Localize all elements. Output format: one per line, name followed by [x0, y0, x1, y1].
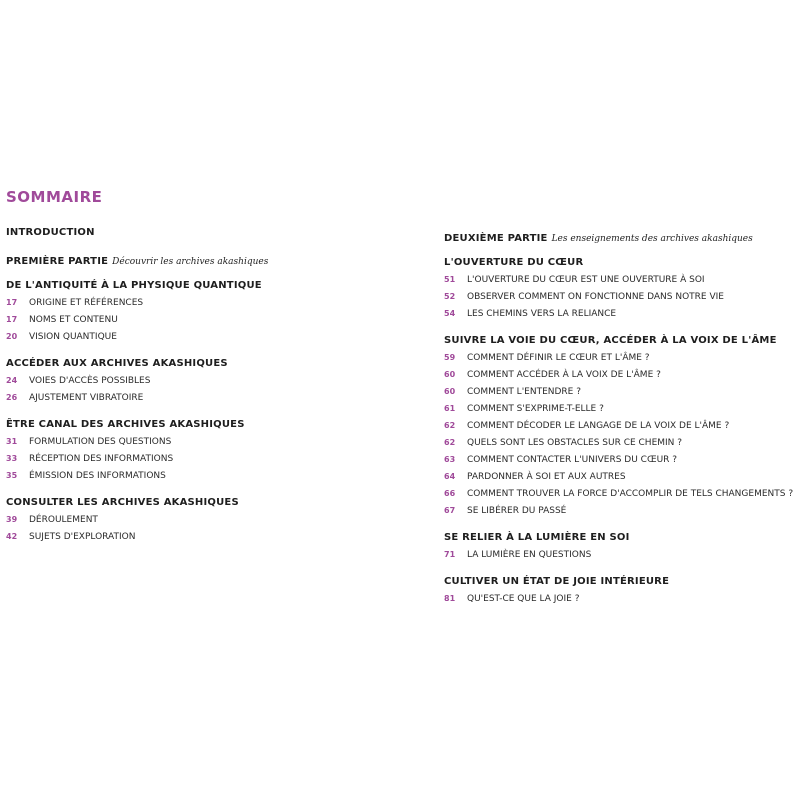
page-number: 62: [444, 438, 456, 447]
page-number: 20: [6, 332, 18, 341]
entry-title: QU'EST-CE QUE LA JOIE ?: [467, 594, 580, 604]
entry-title: VISION QUANTIQUE: [29, 332, 117, 342]
section-heading: DE L'ANTIQUITÉ À LA PHYSIQUE QUANTIQUE: [6, 280, 262, 291]
toc-entry[interactable]: [444, 548, 800, 565]
toc-entry[interactable]: [6, 313, 396, 330]
toc-entry[interactable]: [444, 368, 800, 385]
page-number: 35: [6, 471, 18, 480]
page-number: 42: [6, 532, 18, 541]
entry-title: AJUSTEMENT VIBRATOIRE: [29, 393, 144, 403]
entry-title: COMMENT TROUVER LA FORCE D'ACCOMPLIR DE TELS CHANGEMENTS ?: [467, 489, 794, 499]
part-one-label: PREMIÈRE PARTIE: [6, 256, 109, 267]
page-number: 33: [6, 454, 18, 463]
introduction-heading: INTRODUCTION: [6, 227, 95, 238]
toc-entry[interactable]: [6, 296, 396, 313]
page-number: 39: [6, 515, 18, 524]
section-heading: CULTIVER UN ÉTAT DE JOIE INTÉRIEURE: [444, 576, 670, 587]
toc-entry[interactable]: [6, 530, 396, 547]
page-number: 31: [6, 437, 18, 446]
toc-entry[interactable]: [444, 436, 800, 453]
entry-title: SUJETS D'EXPLORATION: [29, 532, 136, 542]
entry-title: COMMENT CONTACTER L'UNIVERS DU CŒUR ?: [467, 455, 678, 465]
toc-entry[interactable]: [444, 307, 800, 324]
page-number: 62: [444, 421, 456, 430]
entry-title: COMMENT DÉFINIR LE CŒUR ET L'ÂME ?: [467, 353, 650, 363]
entry-title: COMMENT DÉCODER LE LANGAGE DE LA VOIX DE L'ÂME ?: [467, 421, 730, 431]
toc-entry[interactable]: [444, 453, 800, 470]
part-one-subtitle: Découvrir les archives akashiques: [112, 257, 269, 267]
part-two-label: DEUXIÈME PARTIE: [444, 233, 548, 244]
page-title: SOMMAIRE: [6, 188, 103, 206]
toc-entry[interactable]: [6, 391, 396, 408]
toc-entry[interactable]: [444, 385, 800, 402]
toc-entry[interactable]: [444, 419, 800, 436]
entry-title: SE LIBÉRER DU PASSÉ: [467, 506, 567, 516]
entry-title: OBSERVER COMMENT ON FONCTIONNE DANS NOTRE VIE: [467, 292, 724, 302]
entry-title: QUELS SONT LES OBSTACLES SUR CE CHEMIN ?: [467, 438, 683, 448]
toc-entry[interactable]: [6, 513, 396, 530]
page-number: 64: [444, 472, 456, 481]
entry-title: COMMENT S'EXPRIME-T-ELLE ?: [467, 404, 604, 414]
section-heading: ÊTRE CANAL DES ARCHIVES AKASHIQUES: [6, 419, 245, 430]
entry-title: ÉMISSION DES INFORMATIONS: [29, 471, 166, 481]
toc-entry[interactable]: [444, 592, 800, 609]
toc-left-column: [6, 226, 396, 547]
entry-title: LES CHEMINS VERS LA RELIANCE: [467, 309, 617, 319]
page-number: 66: [444, 489, 456, 498]
entry-title: COMMENT ACCÉDER À LA VOIX DE L'ÂME ?: [467, 370, 661, 380]
page-number: 59: [444, 353, 456, 362]
page-number: 51: [444, 275, 456, 284]
entry-title: COMMENT L'ENTENDRE ?: [467, 387, 582, 397]
entry-title: L'OUVERTURE DU CŒUR EST UNE OUVERTURE À SOI: [467, 275, 705, 285]
toc-right-column: [444, 229, 800, 609]
part-two: [444, 229, 800, 246]
section-heading: L'OUVERTURE DU CŒUR: [444, 257, 584, 268]
section-heading: ACCÉDER AUX ARCHIVES AKASHIQUES: [6, 358, 228, 369]
toc-entry[interactable]: [444, 504, 800, 521]
entry-title: LA LUMIÈRE EN QUESTIONS: [467, 550, 592, 560]
toc-entry[interactable]: [444, 470, 800, 487]
entry-title: RÉCEPTION DES INFORMATIONS: [29, 454, 174, 464]
entry-title: NOMS ET CONTENU: [29, 315, 118, 325]
section-heading: SUIVRE LA VOIE DU CŒUR, ACCÉDER À LA VOIX DE L'ÂME: [444, 335, 777, 346]
toc-entry[interactable]: [6, 374, 396, 391]
page-number: 26: [6, 393, 18, 402]
toc-entry[interactable]: [444, 487, 800, 504]
page-number: 17: [6, 298, 18, 307]
page-number: 63: [444, 455, 456, 464]
toc-entry[interactable]: [444, 273, 800, 290]
page-number: 60: [444, 387, 456, 396]
part-two-subtitle: Les enseignements des archives akashiques: [551, 234, 753, 244]
page-number: 61: [444, 404, 456, 413]
entry-title: DÉROULEMENT: [29, 515, 98, 525]
page-number: 17: [6, 315, 18, 324]
entry-title: VOIES D'ACCÈS POSSIBLES: [29, 376, 151, 386]
entry-title: ORIGINE ET RÉFÉRENCES: [29, 298, 144, 308]
page-number: 52: [444, 292, 456, 301]
page-number: 24: [6, 376, 18, 385]
page-number: 81: [444, 594, 456, 603]
section-heading: CONSULTER LES ARCHIVES AKASHIQUES: [6, 497, 239, 508]
page-number: 54: [444, 309, 456, 318]
toc-entry[interactable]: [444, 351, 800, 368]
toc-entry[interactable]: [444, 402, 800, 419]
part-one: [6, 252, 396, 269]
page-number: 71: [444, 550, 456, 559]
toc-entry[interactable]: [444, 290, 800, 307]
section-heading: SE RELIER À LA LUMIÈRE EN SOI: [444, 532, 630, 543]
toc-entry[interactable]: [6, 330, 396, 347]
toc-entry[interactable]: [6, 469, 396, 486]
entry-title: FORMULATION DES QUESTIONS: [29, 437, 172, 447]
page-number: 67: [444, 506, 456, 515]
entry-title: PARDONNER À SOI ET AUX AUTRES: [467, 472, 626, 482]
toc-entry[interactable]: [6, 452, 396, 469]
page-number: 60: [444, 370, 456, 379]
toc-entry[interactable]: [6, 435, 396, 452]
